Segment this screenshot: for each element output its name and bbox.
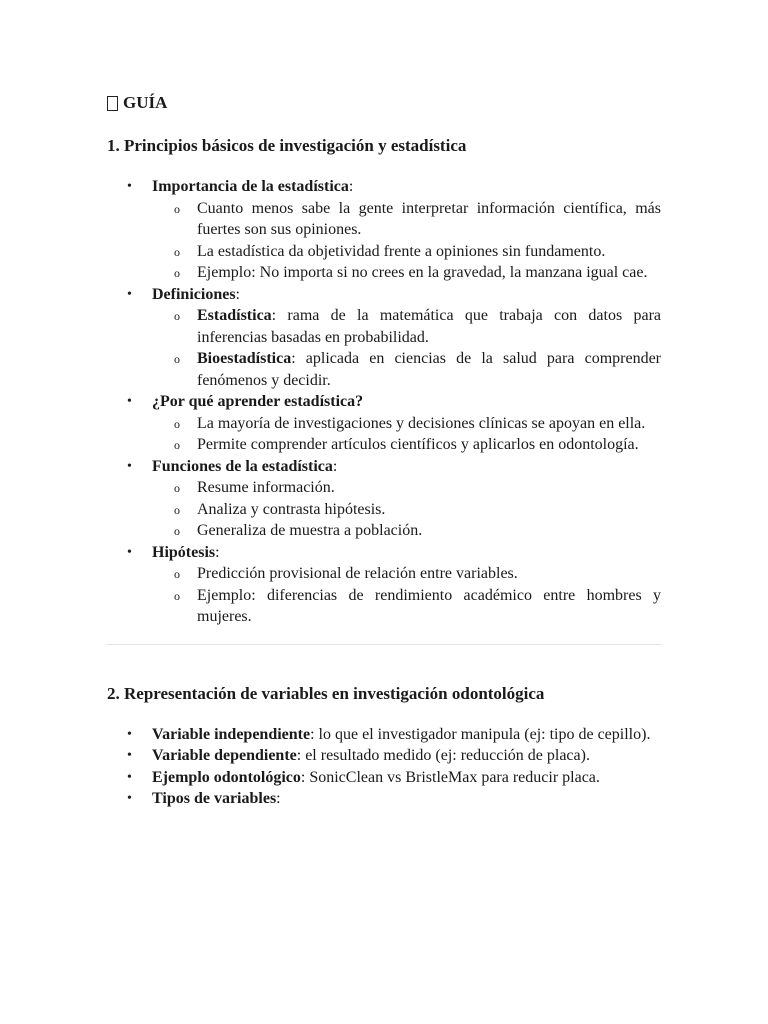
item-text: : el resultado medido (ej: reducción de placa). — [296, 747, 590, 764]
sub-item-label: Bioestadística — [197, 350, 292, 367]
sub-item-text: La estadística da objetividad frente a opiniones sin fundamento. — [197, 242, 606, 260]
missing-glyph-icon — [107, 96, 118, 111]
sub-item-text: Ejemplo: diferencias de rendimiento académico entre hombres y mujeres. — [197, 586, 661, 625]
item-suffix: : — [215, 543, 220, 561]
item-label: Variable dependiente — [152, 747, 297, 764]
item-suffix: : — [235, 285, 240, 303]
sub-list-item — [152, 305, 661, 348]
list-item — [107, 767, 661, 789]
sub-list — [152, 477, 661, 542]
sub-list-item — [152, 413, 661, 435]
sub-list-item — [152, 477, 661, 499]
sub-item-label: Estadística — [197, 307, 272, 324]
sub-item-text: Ejemplo: No importa si no crees en la gravedad, la manzana igual cae. — [197, 264, 648, 281]
sub-item-text: : rama de la matemática que trabaja con datos para inferencias basadas en probabilidad. — [197, 307, 661, 346]
sub-list-item — [152, 585, 661, 628]
item-text: : SonicClean vs BristleMax para reducir placa. — [300, 768, 600, 786]
section-1-list — [107, 176, 661, 628]
list-item — [107, 284, 661, 392]
document-title — [107, 91, 661, 115]
sub-list-item — [152, 563, 661, 585]
sub-list — [152, 198, 661, 284]
item-label: Tipos de variables — [152, 790, 277, 807]
sub-list-item — [152, 434, 661, 456]
sub-list-item — [152, 499, 661, 521]
sub-list — [152, 305, 661, 391]
item-label: ¿Por qué aprender estadística? — [152, 393, 364, 410]
sub-list-item — [152, 241, 661, 263]
item-text: : lo que el investigador manipula (ej: tipo de cepillo). — [310, 725, 651, 743]
item-suffix: : — [348, 178, 354, 195]
document-title-text: GUÍA — [123, 93, 168, 112]
item-label: Funciones de la estadística — [152, 457, 333, 475]
list-item — [107, 456, 661, 542]
sub-item-text: Generaliza de muestra a población. — [197, 522, 423, 539]
sub-list — [152, 563, 661, 628]
sub-list-item — [152, 348, 661, 391]
list-item — [107, 745, 661, 767]
item-label: Ejemplo odontológico — [152, 768, 301, 786]
list-item — [107, 176, 661, 284]
list-item — [107, 391, 661, 456]
item-suffix: : — [332, 457, 338, 475]
sub-list-item — [152, 262, 661, 284]
sub-list — [152, 413, 661, 456]
section-2-list — [107, 724, 661, 810]
sub-list-item — [152, 520, 661, 542]
sub-item-text: Permite comprender artículos científicos y aplicarlos en odontología. — [197, 436, 639, 453]
item-label: Definiciones — [152, 285, 236, 303]
sub-item-text: Predicción provisional de relación entre variables. — [197, 565, 518, 582]
list-item — [107, 788, 661, 810]
item-label: Variable independiente — [152, 725, 311, 743]
list-item — [107, 542, 661, 628]
item-label: Hipótesis — [152, 543, 216, 561]
sub-item-text: Cuanto menos sabe la gente interpretar información científica, más fuertes son sus opiniones. — [197, 199, 661, 238]
list-item — [107, 724, 661, 746]
sub-list-item — [152, 198, 661, 241]
sub-item-text: Resume información. — [197, 479, 335, 496]
document-page — [107, 91, 661, 810]
sub-item-text: : aplicada en ciencias de la salud para comprender fenómenos y decidir. — [197, 350, 661, 389]
section-1-heading: 1. Principios básicos de investigación y estadística — [107, 136, 467, 155]
section-divider — [107, 644, 661, 645]
item-label: Importancia de la estadística — [152, 178, 349, 195]
section-2-heading: 2. Representación de variables en investigación odontológica — [107, 683, 545, 703]
item-text: : — [276, 790, 281, 807]
sub-item-text: Analiza y contrasta hipótesis. — [197, 500, 386, 518]
sub-item-text: La mayoría de investigaciones y decisiones clínicas se apoyan en ella. — [197, 414, 646, 432]
